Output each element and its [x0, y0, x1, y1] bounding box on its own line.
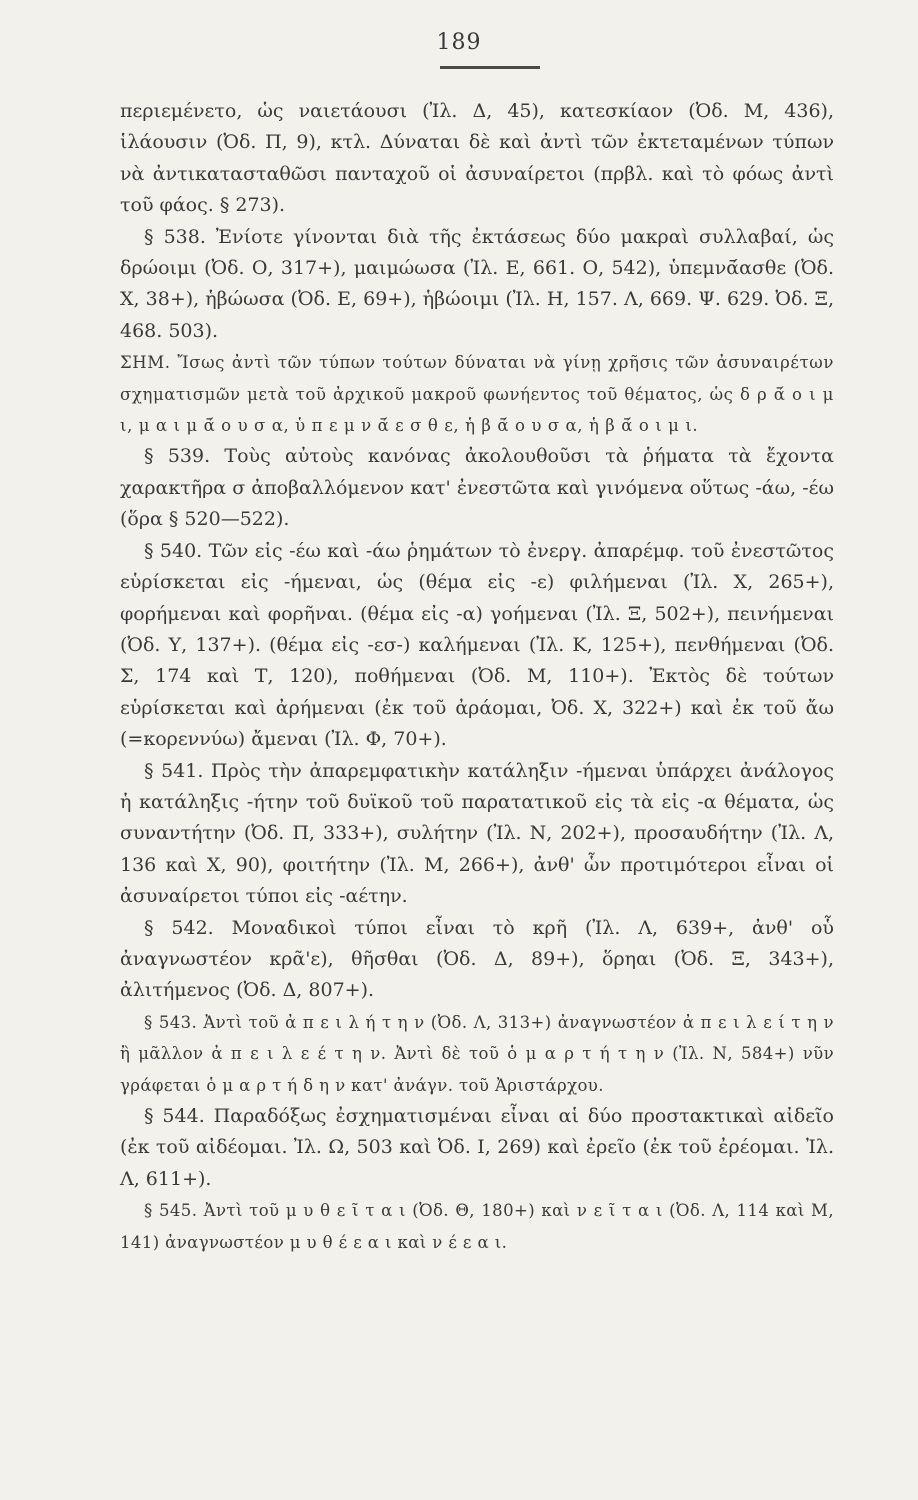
note-sim: ΣΗΜ. Ἴσως ἀντὶ τῶν τύπων τούτων δύναται νὰ γίνῃ χρῆσις τῶν ἀσυναιρέτων σχηματισμῶν μετὰ τοῦ ἀρχικοῦ μακροῦ φωνήεντος τοῦ θέματος, ὡς δ ρ ᾱ́ ο ι μ ι, μ α ι μ ᾱ́ ο υ σ α, ὑ π ε μ ν ᾱ́ ε σ θ ε, ἡ β ᾱ́ ο υ σ α, ἡ β ᾱ́ ο ι μ ι. [120, 353, 834, 436]
section-544: § 544. Παραδόξως ἐσχηματισμέναι εἶναι αἱ δύο προστακτικαὶ αἰδεῖο (ἐκ τοῦ αἰδέομαι. Ἰλ. Ω, 503 καὶ Ὀδ. Ι, 269) καὶ ἐρεῖο (ἐκ τοῦ ἐρέομαι. Ἰλ. Λ, 611+). [120, 1105, 834, 1190]
section-543: § 543. Ἀντὶ τοῦ ἀ π ε ι λ ή τ η ν (Ὀδ. Λ, 313+) ἀναγνωστέον ἀ π ε ι λ ε ί τ η ν ἢ μᾶλλον ἀ π ε ι λ ε έ τ η ν. Ἀντὶ δὲ τοῦ ὁ μ α ρ τ ή τ η ν (Ἰλ. Ν, 584+) νῦν γράφεται ὁ μ α ρ τ ή δ η ν κατ' ἀνάγν. τοῦ Ἀριστάρχου. [120, 1012, 834, 1095]
section-542: § 542. Μοναδικοὶ τύποι εἶναι τὸ κρῆ (Ἰλ. Λ, 639+, ἀνθ' οὗ ἀναγνωστέον κρᾶ'ε), θῆσθαι (Ὀδ. Δ, 89+), ὅρηαι (Ὀδ. Ξ, 343+), ἀλιτήμενος (Ὀδ. Δ, 807+). [120, 916, 834, 1002]
section-541: § 541. Πρὸς τὴν ἀπαρεμφατικὴν κατάληξιν -ήμεναι ὑπάρχει ἀνάλογος ἡ κατάληξις -ήτην τοῦ δυϊκοῦ τοῦ παρατατικοῦ εἰς τὰ εἰς -α θέματα, ὡς συναντήτην (Ὀδ. Π, 333+), συλήτην (Ἰλ. Ν, 202+), προσαυδήτην (Ἰλ. Λ, 136 καὶ Χ, 90), φοιτήτην (Ἰλ. Μ, 266+), ἀνθ' ὧν προτιμότεροι εἶναι οἱ ἀσυναίρετοι τύποι εἰς -αέτην. [120, 759, 834, 908]
page-text [120, 96, 834, 1258]
page-number-rule [440, 66, 540, 69]
page-number: 189 [436, 30, 482, 55]
section-540: § 540. Τῶν εἰς -έω καὶ -άω ῥημάτων τὸ ἐνεργ. ἀπαρέμφ. τοῦ ἐνεστῶτος εὑρίσκεται εἰς -ήμεναι, ὡς (θέμα εἰς -ε) φιλήμεναι (Ἰλ. Χ, 265+), φορήμεναι καὶ φορῆναι. (θέμα εἰς -α) γοήμεναι (Ἰλ. Ξ, 502+), πεινήμεναι (Ὀδ. Υ, 137+). (θέμα εἰς -εσ-) καλήμεναι (Ἰλ. Κ, 125+), πενθήμεναι (Ὀδ. Σ, 174 καὶ Τ, 120), ποθήμεναι (Ὀδ. Μ, 110+). Ἐκτὸς δὲ τούτων εὑρίσκεται καὶ ἀρήμεναι (ἐκ τοῦ ἀράομαι, Ὀδ. Χ, 322+) καὶ ἐκ τοῦ ἄω (=κορεννύω) ἄμεναι (Ἰλ. Φ, 70+). [120, 539, 834, 751]
section-538: § 538. Ἐνίοτε γίνονται διὰ τῆς ἐκτάσεως δύο μακραὶ συλλαβαί, ὡς δρώοιμι (Ὀδ. Ο, 317+), μαιμώωσα (Ἰλ. Ε, 661. Ο, 542), ὑπεμνᾱ́ασθε (Ὀδ. Χ, 38+), ἡβώωσα (Ὀδ. Ε, 69+), ἡβώοιμι (Ἰλ. Η, 157. Λ, 669. Ψ. 629. Ὀδ. Ξ, 468. 503). [120, 225, 834, 342]
section-545: § 545. Ἀντὶ τοῦ μ υ θ ε ῖ τ α ι (Ὀδ. Θ, 180+) καὶ ν ε ῖ τ α ι (Ὀδ. Λ, 114 καὶ Μ, 141) ἀναγνωστέον μ υ θ έ ε α ι καὶ ν έ ε α ι. [120, 1201, 834, 1252]
section-539: § 539. Τοὺς αὐτοὺς κανόνας ἀκολουθοῦσι τὰ ῥήματα τὰ ἔχοντα χαρακτῆρα σ ἀποβαλλόμενον κατ' ἐνεστῶτα καὶ γινόμενα οὕτως -άω, -έω (ὅρα § 520—522). [120, 445, 834, 531]
paragraph-continuation: περιεμένετο, ὡς ναιετάουσι (Ἰλ. Δ, 45), κατεσκίαον (Ὀδ. Μ, 436), ἱλάουσιν (Ὀδ. Π, 9), κτλ. Δύναται δὲ καὶ ἀντὶ τῶν ἐκτεταμένων τύπων νὰ ἀντικατασταθῶσι πανταχοῦ οἱ ἀσυναίρετοι (πρβλ. καὶ τὸ φόως ἀντὶ τοῦ φάος. § 273). [120, 100, 834, 217]
